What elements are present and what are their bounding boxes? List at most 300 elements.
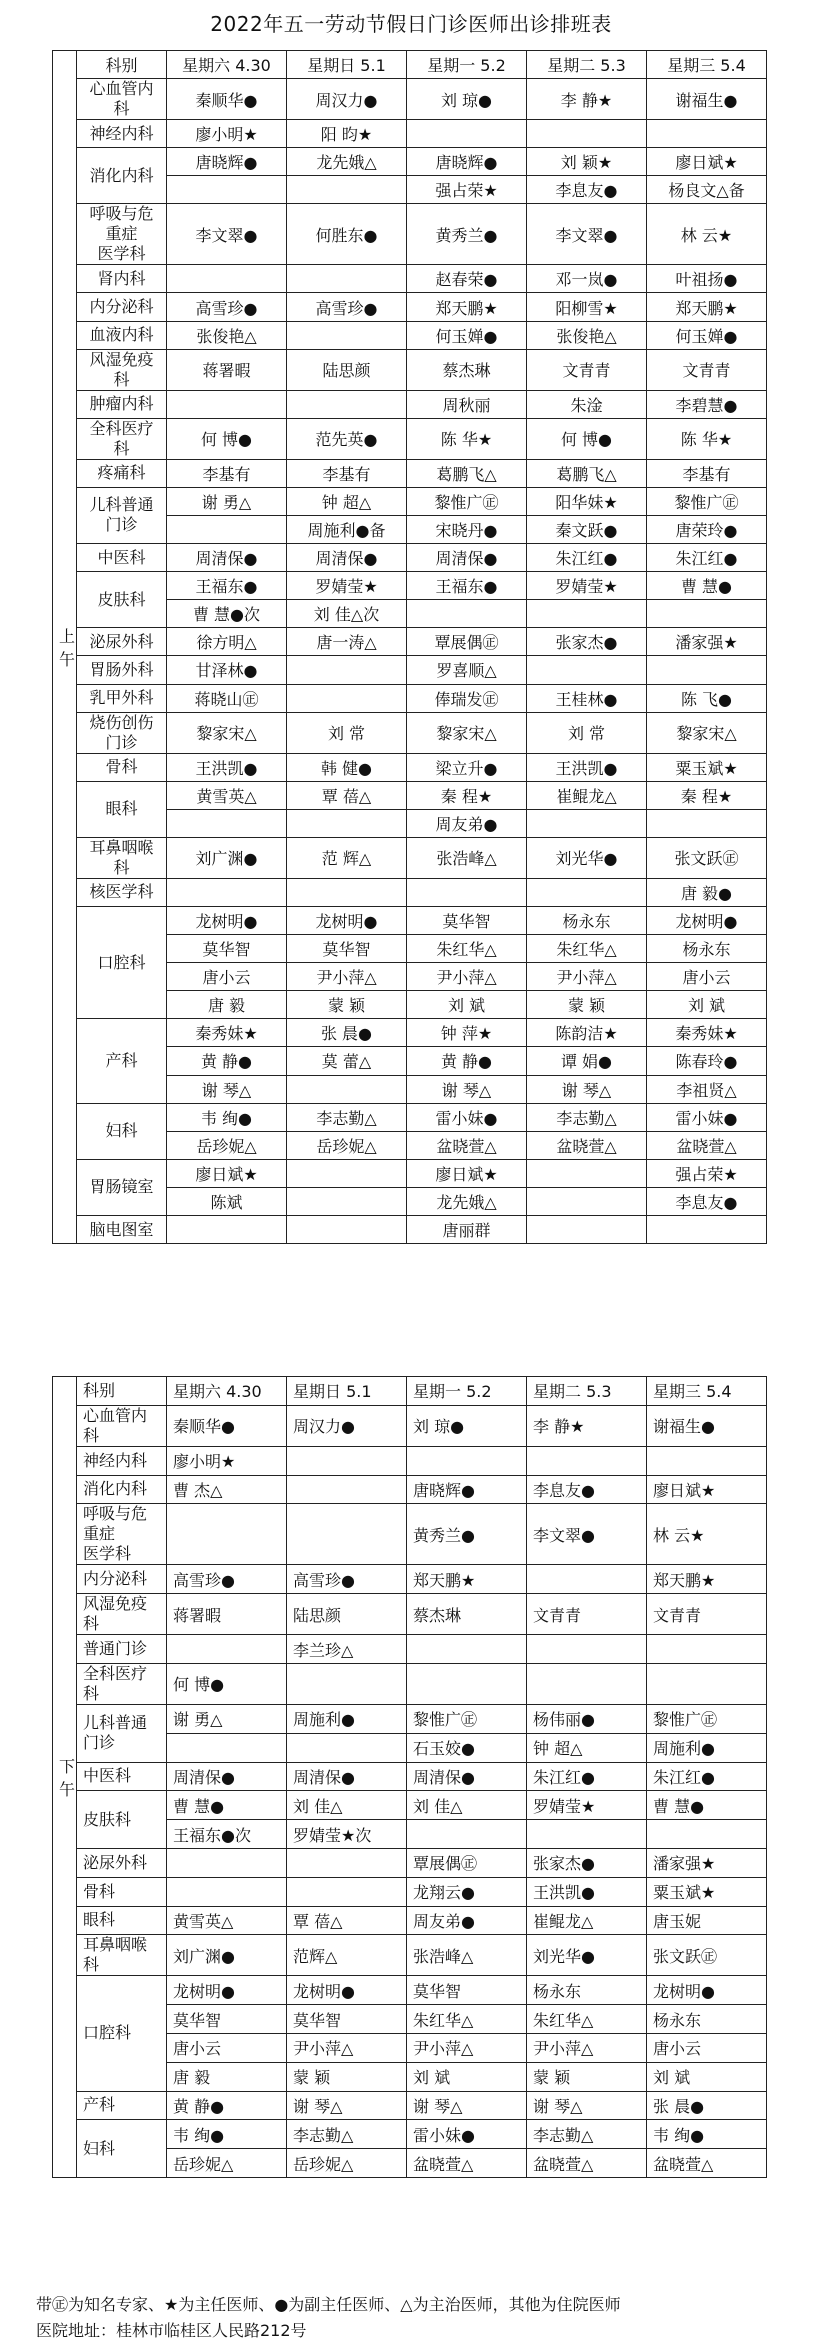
doctor-cell: 杨永东 <box>647 935 767 963</box>
schedule-row <box>53 1159 767 1187</box>
doctor-cell: 陈韵洁★ <box>527 1019 647 1047</box>
doctor-cell: 蒙 颖 <box>527 2062 647 2091</box>
doctor-cell: 曹 杰△ <box>167 1475 287 1504</box>
doctor-cell: 范先英● <box>287 418 407 459</box>
doctor-cell: 谢 琴△ <box>287 2091 407 2120</box>
doctor-cell: 莫华智 <box>167 2005 287 2034</box>
department-name: 风湿免疫科 <box>77 1594 167 1635</box>
doctor-cell <box>167 390 287 418</box>
doctor-cell: 黄 静● <box>167 1047 287 1075</box>
doctor-cell: 尹小萍△ <box>527 963 647 991</box>
schedule-row <box>53 544 767 572</box>
doctor-cell <box>287 1216 407 1244</box>
doctor-cell: 谭 娟● <box>527 1047 647 1075</box>
department-name: 消化内科 <box>77 148 167 204</box>
doctor-cell: 李祖贤△ <box>647 1075 767 1103</box>
schedule-row <box>53 837 767 878</box>
department-name: 耳鼻咽喉科 <box>77 1935 167 1976</box>
doctor-cell: 王桂林● <box>527 684 647 712</box>
doctor-cell <box>167 265 287 293</box>
doctor-cell: 黎惟广㊣ <box>407 487 527 515</box>
schedule-row <box>53 293 767 321</box>
doctor-cell: 李文翠● <box>527 204 647 265</box>
doctor-cell: 莫华智 <box>287 2005 407 2034</box>
department-name: 产科 <box>77 2091 167 2120</box>
doctor-cell: 龙树明● <box>647 1976 767 2005</box>
doctor-cell <box>527 600 647 628</box>
doctor-cell <box>167 176 287 204</box>
doctor-cell: 黎惟广㊣ <box>407 1704 527 1733</box>
doctor-cell: 何胜东● <box>287 204 407 265</box>
doctor-cell: 覃展偶㊣ <box>407 628 527 656</box>
doctor-cell: 秦顺华● <box>167 79 287 120</box>
doctor-cell <box>647 1216 767 1244</box>
doctor-cell: 廖日斌★ <box>647 148 767 176</box>
doctor-cell: 陈 华★ <box>647 418 767 459</box>
doctor-cell: 罗喜顺△ <box>407 656 527 684</box>
doctor-cell: 龙树明● <box>287 906 407 934</box>
doctor-cell: 覃 蓓△ <box>287 1906 407 1935</box>
doctor-cell: 粟玉斌★ <box>647 753 767 781</box>
doctor-cell <box>527 1820 647 1849</box>
doctor-cell: 郑天鹏★ <box>407 293 527 321</box>
doctor-cell: 刘 斌 <box>647 991 767 1019</box>
doctor-cell: 王洪凯● <box>527 753 647 781</box>
doctor-cell <box>647 1446 767 1475</box>
doctor-cell: 曹 慧● <box>647 1791 767 1820</box>
department-name: 消化内科 <box>77 1475 167 1504</box>
department-name: 眼科 <box>77 781 167 837</box>
schedule-row <box>53 1446 767 1475</box>
doctor-cell: 周友弟● <box>407 1906 527 1935</box>
doctor-cell <box>287 1504 407 1565</box>
doctor-cell: 周施利● <box>647 1733 767 1762</box>
doctor-cell <box>407 878 527 906</box>
schedule-row <box>53 1216 767 1244</box>
doctor-cell: 秦 程★ <box>407 781 527 809</box>
doctor-cell: 尹小萍△ <box>287 963 407 991</box>
department-name: 泌尿外科 <box>77 1848 167 1877</box>
doctor-cell: 唐荣玲● <box>647 515 767 543</box>
doctor-cell: 朱红华△ <box>527 2005 647 2034</box>
doctor-cell: 邓一岚● <box>527 265 647 293</box>
doctor-cell: 秦文跃● <box>527 515 647 543</box>
doctor-cell: 雷小妹● <box>647 1103 767 1131</box>
doctor-cell: 韩 健● <box>287 753 407 781</box>
doctor-cell: 韦 绚● <box>647 2120 767 2149</box>
doctor-cell <box>287 176 407 204</box>
doctor-cell: 罗婧莹★ <box>527 1791 647 1820</box>
doctor-cell: 何 博● <box>167 418 287 459</box>
doctor-cell <box>407 1663 527 1704</box>
doctor-cell <box>527 809 647 837</box>
doctor-cell: 陈春玲● <box>647 1047 767 1075</box>
doctor-cell: 周清保● <box>407 1762 527 1791</box>
doctor-cell: 盆晓萱△ <box>527 1131 647 1159</box>
doctor-cell: 唐小云 <box>167 2033 287 2062</box>
doctor-cell: 岳珍妮△ <box>287 2149 407 2178</box>
schedule-row <box>53 1976 767 2005</box>
doctor-cell: 高雪珍● <box>167 293 287 321</box>
doctor-cell: 何玉婵● <box>647 321 767 349</box>
doctor-cell: 王洪凯● <box>167 753 287 781</box>
doctor-cell: 刘广渊● <box>167 837 287 878</box>
schedule-row <box>53 2120 767 2149</box>
doctor-cell <box>647 809 767 837</box>
doctor-cell <box>287 809 407 837</box>
doctor-cell: 韦 绚● <box>167 2120 287 2149</box>
schedule-row <box>53 321 767 349</box>
doctor-cell: 龙先娥△ <box>407 1187 527 1215</box>
doctor-cell: 葛鹏飞△ <box>527 459 647 487</box>
doctor-cell: 谢 琴△ <box>407 1075 527 1103</box>
department-name: 骨科 <box>77 753 167 781</box>
doctor-cell: 郑天鹏★ <box>647 1565 767 1594</box>
schedule-row <box>53 781 767 809</box>
department-name: 妇科 <box>77 1103 167 1159</box>
department-name: 骨科 <box>77 1877 167 1906</box>
schedule-row <box>53 656 767 684</box>
doctor-cell: 李 静★ <box>527 1405 647 1446</box>
doctor-cell: 陈 飞● <box>647 684 767 712</box>
doctor-cell: 梁立升● <box>407 753 527 781</box>
department-name: 皮肤科 <box>77 572 167 628</box>
doctor-cell: 唐丽群 <box>407 1216 527 1244</box>
doctor-cell: 刘 常 <box>527 712 647 753</box>
doctor-cell: 文青青 <box>527 349 647 390</box>
doctor-cell: 唐 毅● <box>647 878 767 906</box>
department-name: 内分泌科 <box>77 293 167 321</box>
doctor-cell: 周清保● <box>287 1762 407 1791</box>
doctor-cell: 李碧慧● <box>647 390 767 418</box>
doctor-cell <box>527 1565 647 1594</box>
department-name: 耳鼻咽喉科 <box>77 837 167 878</box>
doctor-cell: 朱红华△ <box>527 935 647 963</box>
doctor-cell: 陆思颜 <box>287 349 407 390</box>
doctor-cell <box>647 120 767 148</box>
doctor-cell: 唐玉妮 <box>647 1906 767 1935</box>
doctor-cell: 李基有 <box>287 459 407 487</box>
doctor-cell <box>287 1159 407 1187</box>
doctor-cell: 张俊艳△ <box>167 321 287 349</box>
department-name: 泌尿外科 <box>77 628 167 656</box>
doctor-cell: 赵春荣● <box>407 265 527 293</box>
doctor-cell <box>527 1635 647 1664</box>
doctor-cell: 李志勤△ <box>287 2120 407 2149</box>
doctor-cell: 高雪珍● <box>167 1565 287 1594</box>
doctor-cell: 罗婧莹★次 <box>287 1820 407 1849</box>
doctor-cell: 李息友● <box>527 176 647 204</box>
doctor-cell: 盆晓萱△ <box>407 2149 527 2178</box>
doctor-cell <box>647 656 767 684</box>
doctor-cell: 陈斌 <box>167 1187 287 1215</box>
department-name: 儿科普通门诊 <box>77 487 167 543</box>
schedule-row <box>53 1377 767 1406</box>
doctor-cell: 龙树明● <box>287 1976 407 2005</box>
doctor-cell: 文青青 <box>527 1594 647 1635</box>
doctor-cell: 唐 毅 <box>167 991 287 1019</box>
doctor-cell: 张文跃㊣ <box>647 1935 767 1976</box>
doctor-cell <box>287 1446 407 1475</box>
schedule-row <box>53 1704 767 1733</box>
schedule-row <box>53 1504 767 1565</box>
department-name: 皮肤科 <box>77 1791 167 1849</box>
doctor-cell: 尹小萍△ <box>527 2033 647 2062</box>
department-name: 心血管内科 <box>77 1405 167 1446</box>
hospital-address: 医院地址：桂林市临桂区人民路212号 <box>36 2321 307 2340</box>
doctor-cell: 尹小萍△ <box>407 963 527 991</box>
doctor-cell: 谢 勇△ <box>167 487 287 515</box>
doctor-cell: 周清保● <box>167 1762 287 1791</box>
doctor-cell <box>647 1820 767 1849</box>
doctor-cell: 谢 琴△ <box>527 1075 647 1103</box>
doctor-cell: 谢福生● <box>647 1405 767 1446</box>
department-name: 胃肠镜室 <box>77 1159 167 1215</box>
doctor-cell: 刘 琼● <box>407 1405 527 1446</box>
department-name: 呼吸与危重症 医学科 <box>77 204 167 265</box>
department-name: 科别 <box>77 1377 167 1406</box>
department-name: 血液内科 <box>77 321 167 349</box>
department-name: 胃肠外科 <box>77 656 167 684</box>
doctor-cell: 黎家宋△ <box>407 712 527 753</box>
schedule-row <box>53 1635 767 1664</box>
doctor-cell: 黎惟广㊣ <box>647 1704 767 1733</box>
doctor-cell: 星期三 5.4 <box>647 1377 767 1406</box>
doctor-cell: 钟 超△ <box>527 1733 647 1762</box>
doctor-cell: 盆晓萱△ <box>647 1131 767 1159</box>
doctor-cell: 刘 佳△次 <box>287 600 407 628</box>
doctor-cell: 莫华智 <box>167 935 287 963</box>
doctor-cell: 崔鲲龙△ <box>527 1906 647 1935</box>
doctor-cell: 郑天鹏★ <box>647 293 767 321</box>
doctor-cell <box>527 1216 647 1244</box>
doctor-cell: 星期二 5.3 <box>527 1377 647 1406</box>
doctor-cell <box>287 1663 407 1704</box>
doctor-cell: 朱江红● <box>647 1762 767 1791</box>
doctor-cell <box>287 1075 407 1103</box>
doctor-cell: 廖小明★ <box>167 120 287 148</box>
doctor-cell: 黎惟广㊣ <box>647 487 767 515</box>
doctor-cell <box>167 1216 287 1244</box>
doctor-cell: 钟 超△ <box>287 487 407 515</box>
department-name: 脑电图室 <box>77 1216 167 1244</box>
department-name: 儿科普通门诊 <box>77 1704 167 1762</box>
department-name: 核医学科 <box>77 878 167 906</box>
doctor-cell: 星期六 4.30 <box>167 1377 287 1406</box>
doctor-cell: 尹小萍△ <box>407 2033 527 2062</box>
doctor-cell <box>287 1877 407 1906</box>
schedule-row <box>53 1405 767 1446</box>
doctor-cell: 龙树明● <box>647 906 767 934</box>
doctor-cell: 王福东● <box>407 572 527 600</box>
doctor-cell: 叶祖扬● <box>647 265 767 293</box>
doctor-cell: 谢 勇△ <box>167 1704 287 1733</box>
schedule-row <box>53 1565 767 1594</box>
doctor-cell: 尹小萍△ <box>287 2033 407 2062</box>
doctor-cell <box>167 1635 287 1664</box>
doctor-cell <box>287 878 407 906</box>
department-name: 内分泌科 <box>77 1565 167 1594</box>
department-name: 肾内科 <box>77 265 167 293</box>
department-name: 心血管内科 <box>77 79 167 120</box>
doctor-cell <box>527 1187 647 1215</box>
doctor-cell: 林 云★ <box>647 204 767 265</box>
doctor-cell: 黄雪英△ <box>167 781 287 809</box>
doctor-cell <box>167 878 287 906</box>
doctor-cell: 龙树明● <box>167 906 287 934</box>
doctor-cell <box>287 265 407 293</box>
doctor-cell: 曹 慧● <box>167 1791 287 1820</box>
doctor-cell: 黄秀兰● <box>407 1504 527 1565</box>
doctor-cell <box>287 390 407 418</box>
doctor-cell: 黄 静● <box>167 2091 287 2120</box>
doctor-cell: 黎家宋△ <box>647 712 767 753</box>
doctor-cell <box>407 600 527 628</box>
doctor-cell: 廖日斌★ <box>647 1475 767 1504</box>
schedule-row <box>53 459 767 487</box>
schedule-row <box>53 1848 767 1877</box>
doctor-cell: 唐小云 <box>167 963 287 991</box>
doctor-cell: 韦 绚● <box>167 1103 287 1131</box>
schedule-row <box>53 1475 767 1504</box>
department-name: 全科医疗科 <box>77 1663 167 1704</box>
column-header-day: 星期一 5.2 <box>407 51 527 79</box>
doctor-cell: 龙树明● <box>167 1976 287 2005</box>
schedule-row <box>53 878 767 906</box>
doctor-cell <box>287 656 407 684</box>
schedule-row <box>53 487 767 515</box>
doctor-cell: 刘 琼● <box>407 79 527 120</box>
column-header-day: 星期三 5.4 <box>647 51 767 79</box>
doctor-cell: 莫华智 <box>287 935 407 963</box>
doctor-cell: 潘家强★ <box>647 628 767 656</box>
schedule-row <box>53 265 767 293</box>
schedule-row <box>53 1791 767 1820</box>
doctor-cell: 谢 琴△ <box>167 1075 287 1103</box>
doctor-cell <box>287 684 407 712</box>
doctor-cell: 星期日 5.1 <box>287 1377 407 1406</box>
department-name: 口腔科 <box>77 1976 167 2091</box>
department-name: 烧伤创伤门诊 <box>77 712 167 753</box>
schedule-row <box>53 204 767 265</box>
doctor-cell: 周施利● <box>287 1704 407 1733</box>
doctor-cell: 岳珍妮△ <box>287 1131 407 1159</box>
doctor-cell: 周友弟● <box>407 809 527 837</box>
doctor-cell: 盆晓萱△ <box>647 2149 767 2178</box>
doctor-cell <box>287 1475 407 1504</box>
doctor-cell: 秦秀妹★ <box>647 1019 767 1047</box>
doctor-cell: 朱红华△ <box>407 935 527 963</box>
doctor-cell: 朱江红● <box>647 544 767 572</box>
doctor-cell: 蒋晓山㊣ <box>167 684 287 712</box>
doctor-cell: 王福东●次 <box>167 1820 287 1849</box>
doctor-cell: 罗婧莹★ <box>287 572 407 600</box>
schedule-row <box>53 1935 767 1976</box>
doctor-cell: 俸瑞发㊣ <box>407 684 527 712</box>
doctor-cell: 李基有 <box>647 459 767 487</box>
doctor-cell <box>527 878 647 906</box>
schedule-row <box>53 349 767 390</box>
doctor-cell: 周清保● <box>287 544 407 572</box>
doctor-cell: 罗婧莹★ <box>527 572 647 600</box>
column-header-dept: 科别 <box>77 51 167 79</box>
doctor-cell: 陆思颜 <box>287 1594 407 1635</box>
doctor-cell: 甘泽林● <box>167 656 287 684</box>
schedule-row <box>53 1594 767 1635</box>
doctor-cell: 秦 程★ <box>647 781 767 809</box>
schedule-row <box>53 2091 767 2120</box>
doctor-cell <box>167 1504 287 1565</box>
doctor-cell: 杨永东 <box>647 2005 767 2034</box>
doctor-cell: 林 云★ <box>647 1504 767 1565</box>
doctor-cell: 李兰珍△ <box>287 1635 407 1664</box>
doctor-cell: 阳柳雪★ <box>527 293 647 321</box>
doctor-cell: 李志勤△ <box>527 1103 647 1131</box>
doctor-cell <box>407 120 527 148</box>
doctor-cell: 宋晓丹● <box>407 515 527 543</box>
doctor-cell: 龙翔云● <box>407 1877 527 1906</box>
doctor-cell: 徐方明△ <box>167 628 287 656</box>
doctor-cell: 郑天鹏★ <box>407 1565 527 1594</box>
session-label: 上 午 <box>53 51 77 1244</box>
schedule-row <box>53 1663 767 1704</box>
doctor-cell: 蒙 颖 <box>527 991 647 1019</box>
doctor-cell: 粟玉斌★ <box>647 1877 767 1906</box>
schedule-row <box>53 79 767 120</box>
doctor-cell: 强占荣★ <box>407 176 527 204</box>
department-name: 中医科 <box>77 1762 167 1791</box>
doctor-cell <box>647 600 767 628</box>
doctor-cell: 张家杰● <box>527 628 647 656</box>
doctor-cell: 谢福生● <box>647 79 767 120</box>
doctor-cell: 蔡杰琳 <box>407 1594 527 1635</box>
doctor-cell <box>527 656 647 684</box>
doctor-cell: 谢 琴△ <box>527 2091 647 2120</box>
schedule-row <box>53 120 767 148</box>
doctor-cell: 周汉力● <box>287 1405 407 1446</box>
doctor-cell: 曹 慧● <box>647 572 767 600</box>
schedule-row <box>53 1019 767 1047</box>
doctor-cell: 李文翠● <box>527 1504 647 1565</box>
department-name: 神经内科 <box>77 1446 167 1475</box>
doctor-cell <box>287 321 407 349</box>
doctor-cell: 崔鲲龙△ <box>527 781 647 809</box>
page-title: 2022年五一劳动节假日门诊医师出诊排班表 <box>210 12 612 36</box>
doctor-cell: 高雪珍● <box>287 293 407 321</box>
doctor-cell: 周施利●备 <box>287 515 407 543</box>
doctor-cell: 唐晓辉● <box>407 1475 527 1504</box>
doctor-cell: 唐一涛△ <box>287 628 407 656</box>
doctor-cell: 莫华智 <box>407 906 527 934</box>
doctor-cell: 秦顺华● <box>167 1405 287 1446</box>
doctor-cell: 范辉△ <box>287 1935 407 1976</box>
doctor-cell <box>167 809 287 837</box>
doctor-cell: 龙先娥△ <box>287 148 407 176</box>
schedule-row <box>53 148 767 176</box>
schedule-row <box>53 906 767 934</box>
doctor-cell <box>647 1635 767 1664</box>
doctor-cell: 文青青 <box>647 349 767 390</box>
doctor-cell: 李 静★ <box>527 79 647 120</box>
doctor-cell: 覃展偶㊣ <box>407 1848 527 1877</box>
doctor-cell <box>527 1663 647 1704</box>
doctor-cell: 刘广渊● <box>167 1935 287 1976</box>
doctor-cell: 周清保● <box>167 544 287 572</box>
doctor-cell: 盆晓萱△ <box>407 1131 527 1159</box>
doctor-cell: 朱淦 <box>527 390 647 418</box>
doctor-cell <box>167 1877 287 1906</box>
doctor-cell <box>287 1187 407 1215</box>
